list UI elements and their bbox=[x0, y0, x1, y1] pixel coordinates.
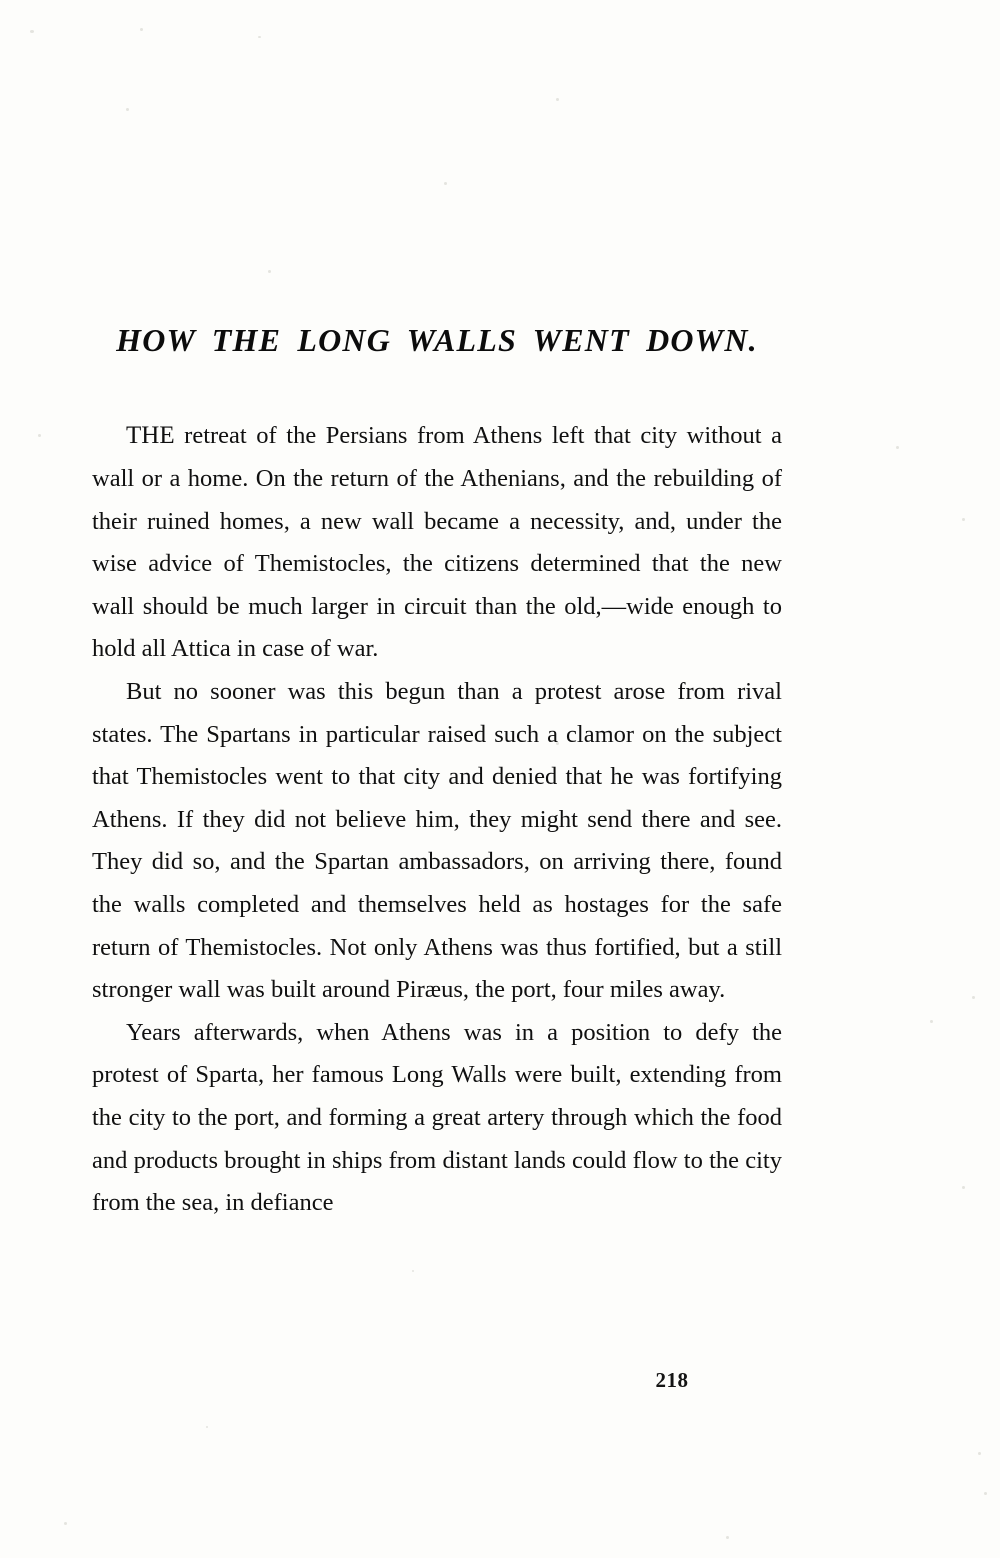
paragraph-1-text: retreat of the Persians from Athens left that city without a wall or a home. On the return of the Athenians, and the rebuilding of their ruined homes, a new wall became a necessity, and, under the wise advice of Themistocles, the citizens determined that the new wall should be much larger in circuit than the old,—wide enough to hold all Attica in case of war. bbox=[92, 422, 782, 663]
paragraph-1-lead-words: THE bbox=[126, 422, 175, 450]
paragraph-1 bbox=[92, 415, 782, 671]
paragraph-3 bbox=[92, 1012, 782, 1225]
page-number: 218 bbox=[655, 1368, 689, 1392]
document-body bbox=[92, 0, 782, 1225]
paragraph-3-text: Years afterwards, when Athens was in a position to defy the protest of Sparta, her famous Long Walls were built, extending from the city to the port, and forming a great artery through which the food and products brought in ships from distant lands could flow to the city from the sea, in defiance bbox=[92, 1018, 782, 1217]
paragraph-2-text: But no sooner was this begun than a protest arose from rival states. The Spartans in particular raised such a clamor on the subject that Themistocles went to that city and denied that he was fortifying Athens. If they did not believe him, they might send there and see. They did so, and the Spartan ambassadors, on arriving there, found the walls completed and themselves held as hostages for the safe return of Themistocles. Not only Athens was thus fortified, but a still stronger wall was built around Piræus, the port, four miles away. bbox=[92, 678, 782, 1004]
article-text bbox=[92, 363, 782, 1224]
paragraph-2 bbox=[92, 671, 782, 1012]
page-title: HOW THE LONG WALLS WENT DOWN. bbox=[116, 322, 758, 358]
page-folio bbox=[0, 1368, 1000, 1393]
